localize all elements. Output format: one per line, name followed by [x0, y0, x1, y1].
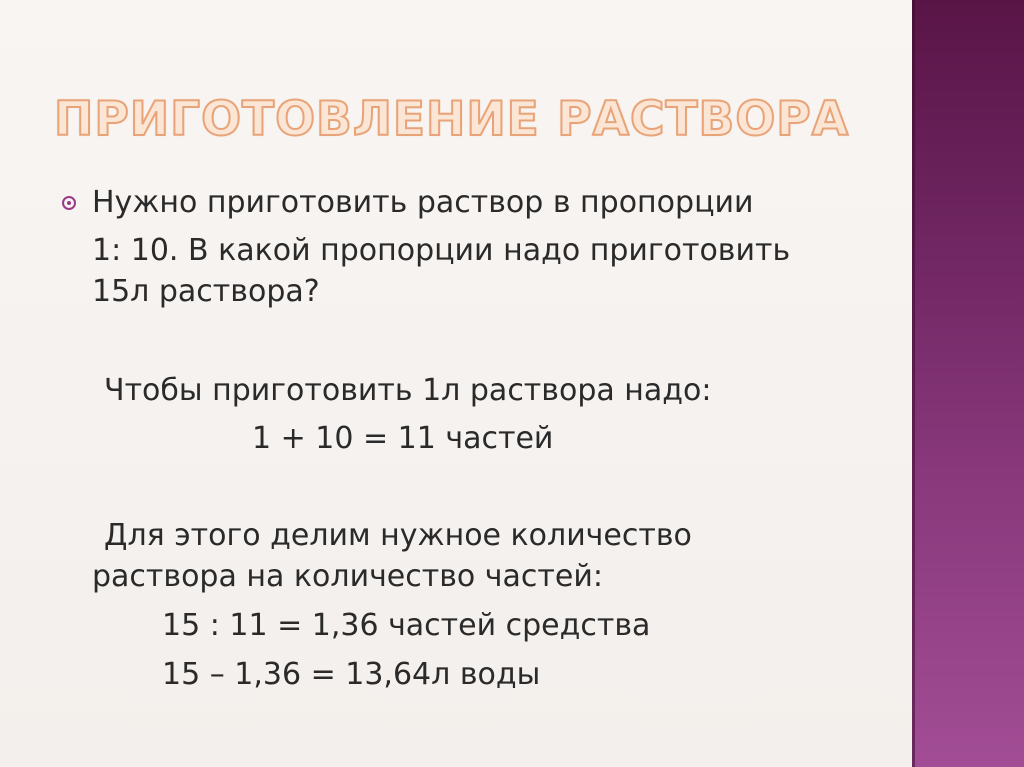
side-band-edge	[912, 0, 915, 767]
decorative-side-band	[912, 0, 1024, 767]
step2-calculation-2: 15 – 1,36 = 13,64л воды	[162, 657, 541, 692]
step2-calculation-1: 15 : 11 = 1,36 частей средства	[162, 608, 651, 643]
slide-title: ПРИГОТОВЛЕНИЕ РАСТВОРА	[54, 92, 850, 147]
step1-calculation: 1 + 10 = 11 частей	[252, 421, 554, 456]
circle-bullet-icon	[62, 196, 76, 210]
step1-label: Чтобы приготовить 1л раствора надо:	[104, 373, 712, 408]
question-line-2: 1: 10. В какой пропорции надо приготовить	[92, 233, 791, 268]
step2-line-1: Для этого делим нужное количество	[104, 518, 692, 553]
step2-line-2: раствора на количество частей:	[92, 559, 603, 594]
question-line-1: Нужно приготовить раствор в пропорции	[92, 185, 754, 220]
question-line-3: 15л раствора?	[92, 274, 320, 309]
